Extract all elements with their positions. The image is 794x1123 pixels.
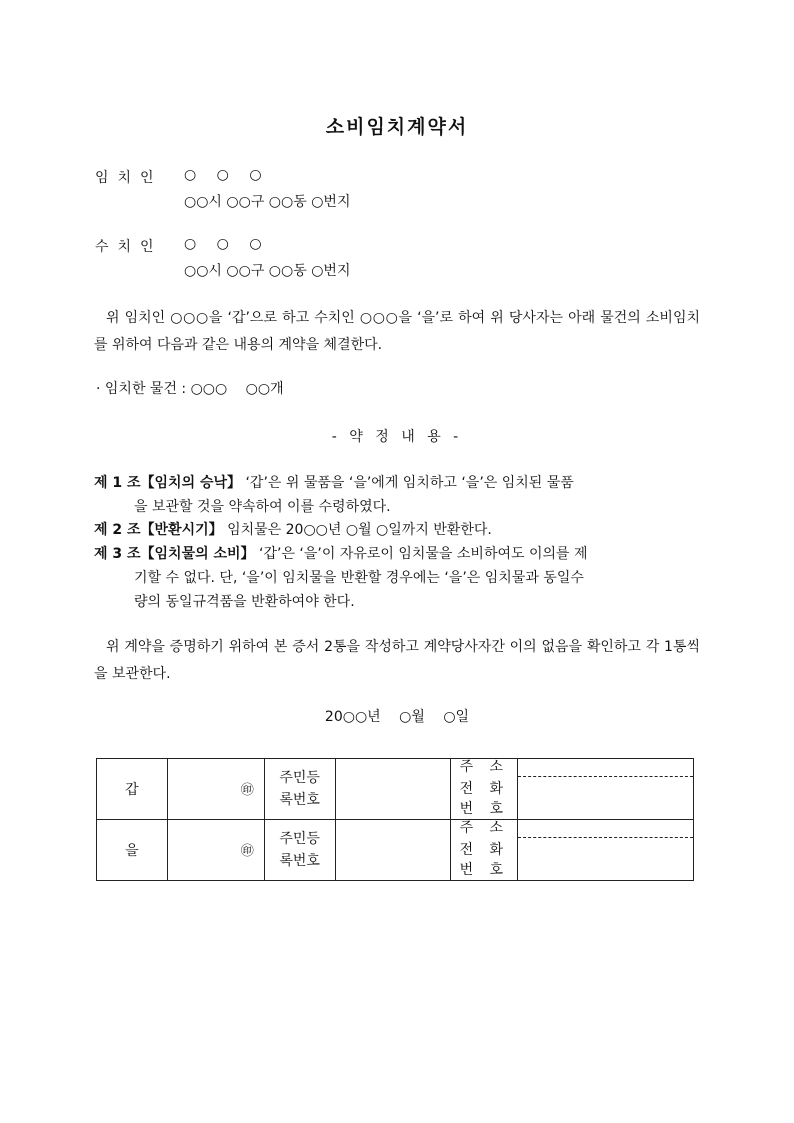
address-phone-value-cell[interactable] <box>518 759 694 820</box>
signature-table <box>96 758 694 881</box>
phone-label <box>451 840 517 880</box>
article-2-label: 제 2 조【반환시기】 <box>94 522 223 538</box>
phone-label-line-2: 번 호 <box>459 862 510 878</box>
article-1-text: ‘갑’은 위 물품을 ‘을’에게 임치하고 ‘을’은 임치된 물품 <box>245 475 574 491</box>
address-phone-value-cell[interactable] <box>518 820 694 881</box>
article-2-text: 임치물은 20○○년 ○월 ○일까지 반환한다. <box>227 522 492 538</box>
address-phone-label-cell <box>451 820 518 881</box>
seal-mark: ㊞ <box>240 844 254 859</box>
phone-label-line-1: 전 화 <box>459 842 510 858</box>
rrn-label-line-1: 주민등 <box>279 831 320 847</box>
depositary-label: 수치인 <box>95 239 163 255</box>
seal-mark: ㊞ <box>240 783 254 798</box>
article-3-label: 제 3 조【임치물의 소비】 <box>94 546 255 562</box>
intro-paragraph: 위 임치인 ○○○을 ‘갑’으로 하고 수치인 ○○○을 ‘을’로 하여 위 당사자는 아래 물건의 소비임치를 위하여 다음과 같은 내용의 계약을 체결한다. <box>94 310 700 353</box>
article-3-continuation-1: 기할 수 없다. 단, ‘을’이 임치물을 반환할 경우에는 ‘을’은 임치물과 동일수 <box>134 570 584 586</box>
phone-label <box>451 779 517 819</box>
signature-row-gap <box>97 759 694 820</box>
terms-heading: - 약 정 내 용 - <box>331 429 463 445</box>
article-1-continuation: 을 보관할 것을 약속하여 이를 수령하였다. <box>134 499 391 515</box>
phone-label-line-2: 번 호 <box>459 801 510 817</box>
article-2 <box>94 518 700 542</box>
depositor-address: ○○시 ○○구 ○○동 ○번지 <box>184 194 351 210</box>
article-3-continuation-2: 량의 동일규격품을 반환하여야 한다. <box>134 594 355 610</box>
closing-paragraph: 위 계약을 증명하기 위하여 본 증서 2통을 작성하고 계약당사자간 이의 없음을 확인하고 각 1통씩을 보관한다. <box>94 639 700 682</box>
address-label: 주 소 <box>459 759 510 775</box>
rrn-value-cell[interactable] <box>335 759 451 820</box>
contract-date: 20○○년 ○월 ○일 <box>324 709 470 725</box>
party-gap-label: 갑 <box>97 759 168 820</box>
dashed-divider <box>518 837 693 838</box>
phone-label-line-1: 전 화 <box>459 781 510 797</box>
party-eul-label: 을 <box>97 820 168 881</box>
depositor-name: ○ ○ ○ <box>184 167 270 183</box>
party-gap-name-cell[interactable] <box>167 759 264 820</box>
depositor-label: 임치인 <box>95 170 163 186</box>
dashed-divider <box>518 776 693 777</box>
rrn-label-cell <box>264 759 335 820</box>
signature-row-eul <box>97 820 694 881</box>
document-title: 소비임치계약서 <box>325 116 469 138</box>
rrn-value-cell[interactable] <box>335 820 451 881</box>
article-3 <box>94 542 700 566</box>
rrn-label-line-2: 록번호 <box>279 853 320 869</box>
article-3-text: ‘갑’은 ‘을’이 자유로이 임치물을 소비하여도 이의를 제 <box>259 546 588 562</box>
depositary-name: ○ ○ ○ <box>184 236 270 252</box>
rrn-label-cell <box>264 820 335 881</box>
rrn-label-line-1: 주민등 <box>279 770 320 786</box>
article-1 <box>94 471 700 495</box>
party-eul-name-cell[interactable] <box>167 820 264 881</box>
depositary-address: ○○시 ○○구 ○○동 ○번지 <box>184 263 351 279</box>
address-phone-label-cell <box>451 759 518 820</box>
address-label: 주 소 <box>459 820 510 836</box>
deposited-item-line: · 임치한 물건 : ○○○ ○○개 <box>96 381 284 397</box>
article-1-label: 제 1 조【임치의 승낙】 <box>94 475 242 491</box>
rrn-label-line-2: 록번호 <box>279 792 320 808</box>
